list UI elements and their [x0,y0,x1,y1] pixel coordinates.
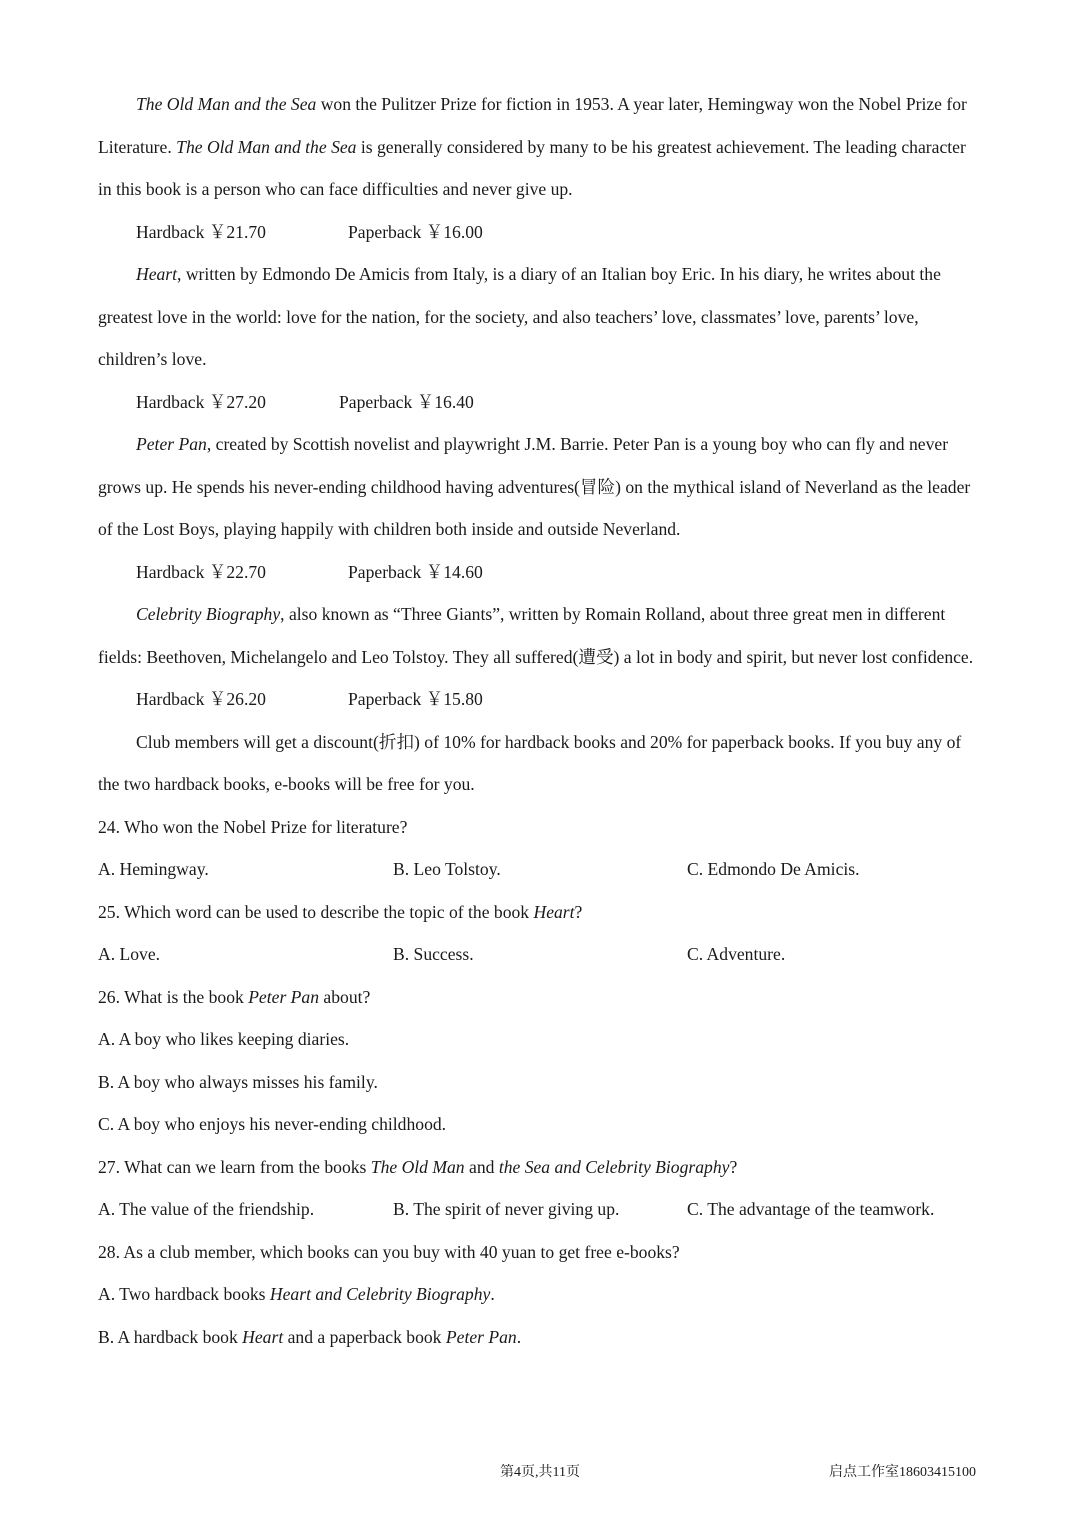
option-b: B. Leo Tolstoy. [393,859,501,879]
paperback-price: Paperback ￥16.00 [348,221,483,242]
studio-contact: 启点工作室18603415100 [829,1465,976,1480]
paperback-price: Paperback ￥15.80 [348,689,483,709]
question-27-stem: 27. What can we learn from the books The Old Man and the Sea and Celebrity Biography? [98,1156,738,1177]
hardback-price: Hardback ￥26.20 [136,689,266,709]
option-b: B. Success. [393,944,474,964]
paragraph-celebrity-biography: Celebrity Biography, also known as “Three Giants”, written by Romain Rolland, about three great men in different fields: Beethoven, Michelangelo and Leo Tolstoy. They all suffered(遭受) a lot in body and spirit, but never lost confidence. [98,604,974,667]
option-c: C. The advantage of the teamwork. [687,1199,935,1219]
book-title: The Old Man and the Sea [176,136,357,157]
option-c: C. Edmondo De Amicis. [687,859,860,879]
question-25-options [98,933,982,976]
book-title: Heart [136,264,178,284]
price-line-old-man [98,211,982,254]
paragraph-heart: Heart, written by Edmondo De Amicis from Italy, is a diary of an Italian boy Eric. In his diary, he writes about the greatest love in the world: love for the nation, for the society, and also teachers’ love, classmates’ love, parents’ love, children’s love. [98,264,941,369]
book-title: Peter Pan [136,434,207,454]
question-24-stem: 24. Who won the Nobel Prize for literature? [98,816,408,837]
book-title: The Old Man and the Sea [136,94,317,114]
option-c: C. Adventure. [687,944,786,964]
paragraph-club-discount: Club members will get a discount(折扣) of 10% for hardback books and 20% for paperback books. If you buy any of the two hardback books, e-books will be free for you. [98,731,962,794]
paragraph-old-man-and-the-sea: The Old Man and the Sea won the Pulitzer Prize for fiction in 1953. A year later, Hemingway won the Nobel Prize for Literature. The Old Man and the Sea is generally considered by many to be his greatest achievement. The leading character in this book is a person who can face difficulties and never give up. [98,94,967,199]
option-a: A. The value of the friendship. [98,1199,315,1219]
question-24-options [98,848,982,891]
question-28-stem: 28. As a club member, which books can you buy with 40 yuan to get free e-books? [98,1241,680,1262]
option-b: B. A boy who always misses his family. [98,1071,378,1092]
hardback-price: Hardback ￥27.20 [136,391,266,412]
page-content [98,83,982,1358]
option-b: B. A hardback book Heart and a paperback book Peter Pan. [98,1326,522,1347]
paperback-price: Paperback ￥14.60 [348,561,483,582]
option-a: A. Hemingway. [98,859,209,879]
question-26-stem: 26. What is the book Peter Pan about? [98,986,371,1007]
question-25-stem: 25. Which word can be used to describe the topic of the book Heart? [98,901,583,922]
question-27-options [98,1188,982,1231]
hardback-price: Hardback ￥22.70 [136,561,266,582]
book-title: Celebrity Biography [136,604,281,624]
page-number: 第4页,共11页 [500,1465,580,1480]
hardback-price: Hardback ￥21.70 [136,221,266,242]
option-a: A. Love. [98,944,161,964]
option-b: B. The spirit of never giving up. [393,1199,620,1219]
paragraph-peter-pan: Peter Pan, created by Scottish novelist and playwright J.M. Barrie. Peter Pan is a young boy who can fly and never grows up. He spends his never-ending childhood having adventures(冒险) on the mythical island of Neverland as the leader of the Lost Boys, playing happily with children both inside and outside Neverland. [98,434,971,539]
option-a: A. A boy who likes keeping diaries. [98,1029,350,1049]
paperback-price: Paperback ￥16.40 [339,391,474,412]
option-a: A. Two hardback books Heart and Celebrity Biography. [98,1284,495,1304]
price-line-heart [98,381,982,424]
price-line-peter-pan [98,551,982,594]
option-c: C. A boy who enjoys his never-ending childhood. [98,1114,447,1134]
price-line-celebrity-biography [98,678,982,721]
